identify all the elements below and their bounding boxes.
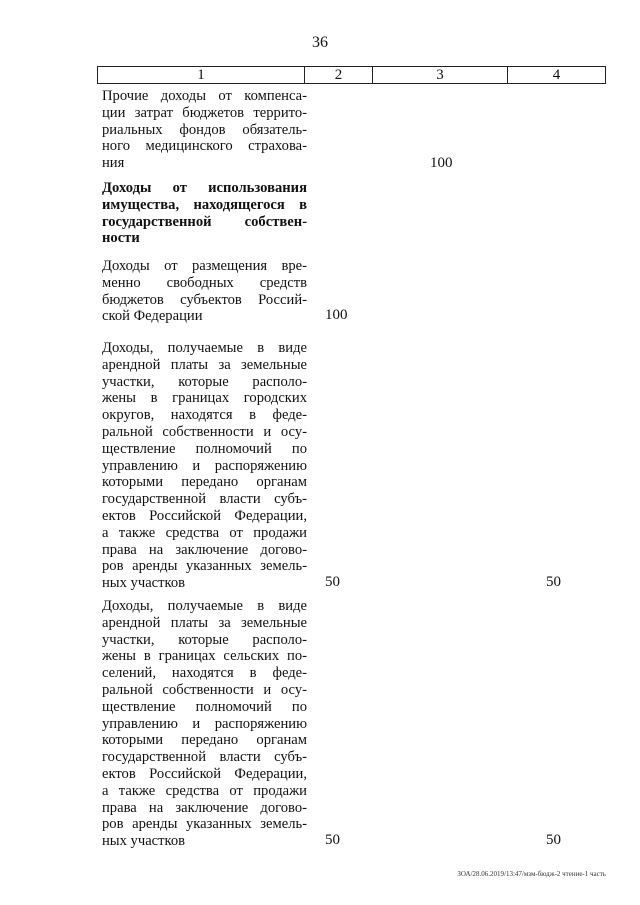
page-number: 36	[312, 34, 328, 51]
row-description-line: Прочие доходы от компенса-	[102, 88, 307, 104]
row-description	[102, 258, 307, 325]
row-description-line: государственной власти субъ-	[102, 749, 307, 766]
row-description-line: ных участков	[102, 833, 186, 850]
row-description-line: жены в границах сельских по-	[102, 648, 307, 665]
row-description-line: управлению и распоряжению	[102, 715, 307, 732]
row-description-line: управлению и распоряжению	[102, 457, 307, 474]
row-description-line: бюджетов субъектов Россий-	[102, 291, 307, 308]
row-description-line: риальных фондов обязатель-	[102, 121, 307, 138]
row-description-line: ния	[102, 155, 125, 172]
row-description-line: государственной собствен-	[102, 213, 307, 230]
row-description-line: ской Федерации	[102, 308, 203, 325]
row-description-line: ных участков	[102, 575, 186, 592]
row-description-line: Доходы, получаемые в виде	[102, 340, 307, 356]
row-description-line: права на заключение догово-	[102, 541, 307, 558]
row-description-line: ществление полномочий по	[102, 440, 307, 457]
row-description-line: а также средства от продажи	[102, 524, 307, 541]
row-description-line: участки, которые располо-	[102, 373, 307, 390]
row-value-col2: 100	[325, 307, 348, 324]
row-description	[102, 598, 307, 850]
row-description-line: участки, которые располо-	[102, 631, 307, 648]
row-value-col4: 50	[546, 574, 561, 591]
row-description-line: ции затрат бюджетов террито-	[102, 104, 307, 121]
row-value-col4: 50	[546, 832, 561, 849]
column-header-1: 1	[98, 67, 305, 84]
row-description-line: ного медицинского страхова-	[102, 138, 307, 155]
row-description	[102, 88, 307, 172]
row-description-line: ральной собственности и осу-	[102, 423, 307, 440]
column-header-2: 2	[305, 67, 373, 84]
row-description-line: ектов Российской Федерации,	[102, 507, 307, 524]
row-description-line: арендной платы за земельные	[102, 614, 307, 631]
row-description-line: ектов Российской Федерации,	[102, 765, 307, 782]
row-value-col2: 50	[325, 832, 340, 849]
row-description-line: ров аренды указанных земель-	[102, 816, 307, 833]
row-description-line: которыми передано органам	[102, 732, 307, 749]
row-description-line: арендной платы за земельные	[102, 356, 307, 373]
row-description-line: округов, находятся в феде-	[102, 407, 307, 424]
row-description-line: ров аренды указанных земель-	[102, 558, 307, 575]
row-description-line: ществление полномочий по	[102, 698, 307, 715]
column-header-3: 3	[373, 67, 508, 84]
row-description-line: имущества, находящегося в	[102, 196, 307, 213]
row-description	[102, 180, 307, 247]
row-description-line: Доходы от использования	[102, 180, 307, 196]
row-description-line: жены в границах городских	[102, 390, 307, 407]
column-header-table	[97, 66, 606, 84]
row-value-col3: 100	[430, 155, 453, 172]
row-description-line: менно свободных средств	[102, 274, 307, 291]
document-footer: ЗОА/28.06.2019/13:47/мзм-бюдж-2 чтение-1 часть	[457, 870, 606, 878]
column-header-4: 4	[508, 67, 606, 84]
row-description-line: а также средства от продажи	[102, 782, 307, 799]
row-description-line: Доходы, получаемые в виде	[102, 598, 307, 614]
row-description-line: ральной собственности и осу-	[102, 681, 307, 698]
row-description-line: которыми передано органам	[102, 474, 307, 491]
row-value-col2: 50	[325, 574, 340, 591]
row-description	[102, 340, 307, 592]
row-description-line: селений, находятся в феде-	[102, 665, 307, 682]
row-description-line: государственной власти субъ-	[102, 491, 307, 508]
row-description-line: права на заключение догово-	[102, 799, 307, 816]
row-description-line: ности	[102, 230, 140, 247]
row-description-line: Доходы от размещения вре-	[102, 258, 307, 274]
